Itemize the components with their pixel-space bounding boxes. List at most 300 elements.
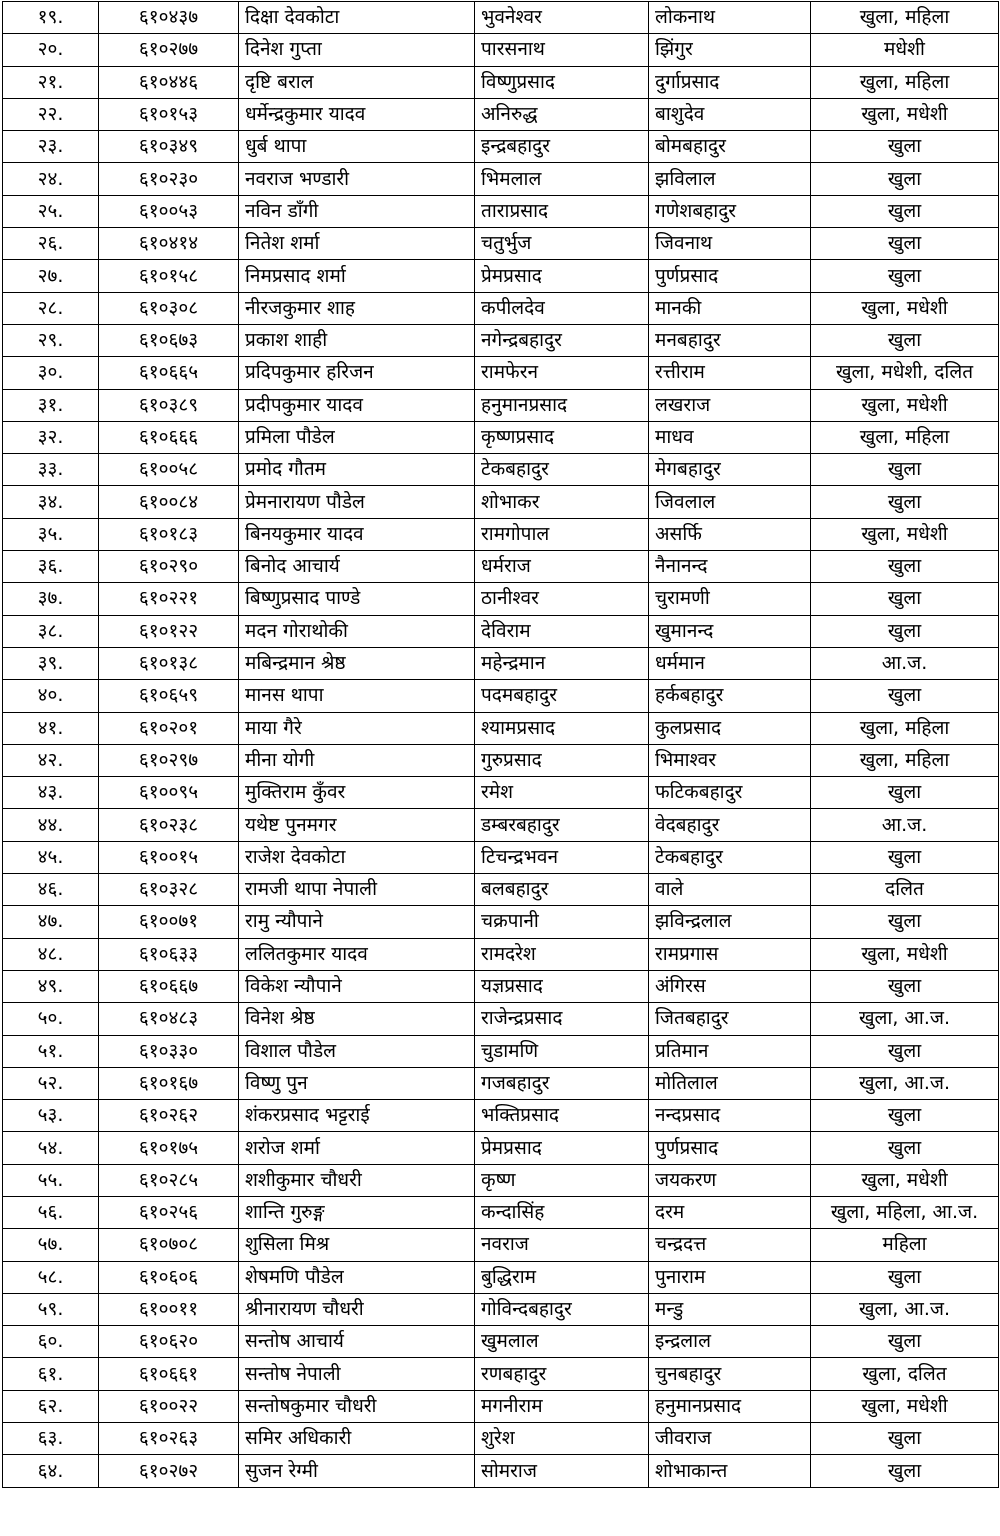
table-row <box>3 777 999 809</box>
grandfather-name-cell: लखराज <box>649 389 811 421</box>
grandfather-name-cell: वाले <box>649 874 811 906</box>
father-name-cell: अनिरुद्ध <box>475 98 649 130</box>
category-cell: आ.ज. <box>811 809 999 841</box>
serial-number-cell: ६३. <box>3 1423 99 1455</box>
father-name-cell: कन्दासिंह <box>475 1196 649 1228</box>
father-name-cell: भिमलाल <box>475 163 649 195</box>
category-cell: खुला <box>811 324 999 356</box>
category-cell: महिला <box>811 1229 999 1261</box>
father-name-cell: टेकबहादुर <box>475 454 649 486</box>
serial-number-cell: ६४. <box>3 1455 99 1487</box>
category-cell: खुला, मधेशी <box>811 938 999 970</box>
serial-number-cell: ३८. <box>3 615 99 647</box>
father-name-cell: श्यामप्रसाद <box>475 712 649 744</box>
grandfather-name-cell: रत्तीराम <box>649 357 811 389</box>
category-cell: खुला <box>811 841 999 873</box>
table-row <box>3 874 999 906</box>
candidate-name-cell: धर्मेन्द्रकुमार यादव <box>239 98 475 130</box>
father-name-cell: कृष्णप्रसाद <box>475 421 649 453</box>
roll-number-cell: ६१०१६७ <box>99 1067 239 1099</box>
roll-number-cell: ६१०६६५ <box>99 357 239 389</box>
roll-number-cell: ६१०६०६ <box>99 1261 239 1293</box>
serial-number-cell: ५८. <box>3 1261 99 1293</box>
roll-number-cell: ६१०२३० <box>99 163 239 195</box>
grandfather-name-cell: शोभाकान्त <box>649 1455 811 1487</box>
serial-number-cell: ४८. <box>3 938 99 970</box>
grandfather-name-cell: मन्डु <box>649 1293 811 1325</box>
father-name-cell: राजेन्द्रप्रसाद <box>475 1003 649 1035</box>
father-name-cell: चुडामणि <box>475 1035 649 1067</box>
category-cell: खुला <box>811 1423 999 1455</box>
roll-number-cell: ६१०४१४ <box>99 228 239 260</box>
grandfather-name-cell: वेदबहादुर <box>649 809 811 841</box>
father-name-cell: महेन्द्रमान <box>475 647 649 679</box>
table-row <box>3 66 999 98</box>
serial-number-cell: १९. <box>3 2 99 34</box>
serial-number-cell: ५७. <box>3 1229 99 1261</box>
serial-number-cell: २७. <box>3 260 99 292</box>
roll-number-cell: ६१००९५ <box>99 777 239 809</box>
roll-number-cell: ६१०१३८ <box>99 647 239 679</box>
father-name-cell: रमेश <box>475 777 649 809</box>
category-cell: खुला <box>811 1100 999 1132</box>
roll-number-cell: ६१०४३७ <box>99 2 239 34</box>
roll-number-cell: ६१०४४६ <box>99 66 239 98</box>
category-cell: आ.ज. <box>811 647 999 679</box>
father-name-cell: प्रेमप्रसाद <box>475 260 649 292</box>
serial-number-cell: २८. <box>3 292 99 324</box>
candidate-name-cell: दृष्टि बराल <box>239 66 475 98</box>
category-cell: खुला <box>811 615 999 647</box>
father-name-cell: हनुमानप्रसाद <box>475 389 649 421</box>
father-name-cell: रणबहादुर <box>475 1358 649 1390</box>
table-row <box>3 1326 999 1358</box>
table-row <box>3 615 999 647</box>
roll-number-cell: ६१०१८३ <box>99 518 239 550</box>
grandfather-name-cell: मेगबहादुर <box>649 454 811 486</box>
father-name-cell: ठानीश्वर <box>475 583 649 615</box>
father-name-cell: टिचन्द्रभवन <box>475 841 649 873</box>
serial-number-cell: २३. <box>3 131 99 163</box>
serial-number-cell: ३१. <box>3 389 99 421</box>
table-row <box>3 712 999 744</box>
serial-number-cell: ४४. <box>3 809 99 841</box>
father-name-cell: शुरेश <box>475 1423 649 1455</box>
grandfather-name-cell: नैनानन्द <box>649 551 811 583</box>
category-cell: खुला, मधेशी <box>811 389 999 421</box>
candidate-name-cell: प्रदिपकुमार हरिजन <box>239 357 475 389</box>
candidate-name-cell: नविन डाँगी <box>239 195 475 227</box>
serial-number-cell: २९. <box>3 324 99 356</box>
roll-number-cell: ६१०१७५ <box>99 1132 239 1164</box>
roll-number-cell: ६१०२३८ <box>99 809 239 841</box>
grandfather-name-cell: जिवलाल <box>649 486 811 518</box>
roll-number-cell: ६१०३३० <box>99 1035 239 1067</box>
serial-number-cell: ५९. <box>3 1293 99 1325</box>
candidate-name-cell: बिनोद आचार्य <box>239 551 475 583</box>
roll-number-cell: ६१००११ <box>99 1293 239 1325</box>
father-name-cell: यज्ञप्रसाद <box>475 970 649 1002</box>
roll-number-cell: ६१०६६६ <box>99 421 239 453</box>
candidate-name-cell: मदन गोराथोकी <box>239 615 475 647</box>
candidate-name-cell: विशाल पौडेल <box>239 1035 475 1067</box>
father-name-cell: नगेन्द्रबहादुर <box>475 324 649 356</box>
category-cell: खुला, महिला <box>811 66 999 98</box>
table-row <box>3 389 999 421</box>
grandfather-name-cell: प्रतिमान <box>649 1035 811 1067</box>
father-name-cell: मगनीराम <box>475 1390 649 1422</box>
roll-number-cell: ६१०२५६ <box>99 1196 239 1228</box>
candidate-name-cell: सन्तोष नेपाली <box>239 1358 475 1390</box>
table-row <box>3 906 999 938</box>
table-row <box>3 938 999 970</box>
father-name-cell: इन्द्रबहादुर <box>475 131 649 163</box>
category-cell: खुला <box>811 195 999 227</box>
roll-number-cell: ६१०६७३ <box>99 324 239 356</box>
category-cell: खुला <box>811 777 999 809</box>
category-cell: खुला, महिला <box>811 421 999 453</box>
candidate-name-cell: मानस थापा <box>239 680 475 712</box>
serial-number-cell: २६. <box>3 228 99 260</box>
roll-number-cell: ६१०६३३ <box>99 938 239 970</box>
serial-number-cell: ६०. <box>3 1326 99 1358</box>
table-row <box>3 1132 999 1164</box>
serial-number-cell: ५०. <box>3 1003 99 1035</box>
roll-number-cell: ६१०४८३ <box>99 1003 239 1035</box>
category-cell: खुला, आ.ज. <box>811 1067 999 1099</box>
candidate-name-cell: नीरजकुमार शाह <box>239 292 475 324</box>
table-row <box>3 260 999 292</box>
roll-number-cell: ६१०२७७ <box>99 34 239 66</box>
table-row <box>3 518 999 550</box>
candidate-name-cell: शंकरप्रसाद भट्टराई <box>239 1100 475 1132</box>
serial-number-cell: ४९. <box>3 970 99 1002</box>
roll-number-cell: ६१००२२ <box>99 1390 239 1422</box>
table-row <box>3 2 999 34</box>
candidate-name-cell: नितेश शर्मा <box>239 228 475 260</box>
table-row <box>3 841 999 873</box>
category-cell: खुला, आ.ज. <box>811 1293 999 1325</box>
category-cell: खुला, महिला <box>811 744 999 776</box>
category-cell: खुला, मधेशी <box>811 1164 999 1196</box>
father-name-cell: चतुर्भुज <box>475 228 649 260</box>
roll-number-cell: ६१०३४९ <box>99 131 239 163</box>
father-name-cell: देविराम <box>475 615 649 647</box>
roll-number-cell: ६१०६६१ <box>99 1358 239 1390</box>
father-name-cell: प्रेमप्रसाद <box>475 1132 649 1164</box>
candidate-name-cell: शरोज शर्मा <box>239 1132 475 1164</box>
table-row <box>3 583 999 615</box>
serial-number-cell: ३५. <box>3 518 99 550</box>
father-name-cell: गुरुप्रसाद <box>475 744 649 776</box>
grandfather-name-cell: हर्कबहादुर <box>649 680 811 712</box>
table-row <box>3 1455 999 1487</box>
results-table <box>2 1 999 1488</box>
candidate-name-cell: मबिन्द्रमान श्रेष्ठ <box>239 647 475 679</box>
category-cell: खुला <box>811 906 999 938</box>
father-name-cell: भुवनेश्वर <box>475 2 649 34</box>
serial-number-cell: ५३. <box>3 1100 99 1132</box>
roll-number-cell: ६१०१२२ <box>99 615 239 647</box>
category-cell: खुला <box>811 486 999 518</box>
serial-number-cell: २०. <box>3 34 99 66</box>
roll-number-cell: ६१०३२८ <box>99 874 239 906</box>
roll-number-cell: ६१०३८९ <box>99 389 239 421</box>
serial-number-cell: ५५. <box>3 1164 99 1196</box>
category-cell: खुला, मधेशी <box>811 518 999 550</box>
father-name-cell: डम्बरबहादुर <box>475 809 649 841</box>
father-name-cell: गोविन्दबहादुर <box>475 1293 649 1325</box>
grandfather-name-cell: झविन्द्रलाल <box>649 906 811 938</box>
roll-number-cell: ६१०२८५ <box>99 1164 239 1196</box>
father-name-cell: रामगोपाल <box>475 518 649 550</box>
father-name-cell: विष्णुप्रसाद <box>475 66 649 98</box>
candidate-name-cell: शुसिला मिश्र <box>239 1229 475 1261</box>
table-row <box>3 131 999 163</box>
category-cell: खुला <box>811 163 999 195</box>
category-cell: खुला, मधेशी <box>811 292 999 324</box>
candidate-name-cell: बिष्णुप्रसाद पाण्डे <box>239 583 475 615</box>
serial-number-cell: ३४. <box>3 486 99 518</box>
father-name-cell: खुमलाल <box>475 1326 649 1358</box>
roll-number-cell: ६१००५८ <box>99 454 239 486</box>
table-row <box>3 551 999 583</box>
table-row <box>3 98 999 130</box>
grandfather-name-cell: पुनाराम <box>649 1261 811 1293</box>
category-cell: खुला <box>811 260 999 292</box>
father-name-cell: पदमबहादुर <box>475 680 649 712</box>
category-cell: खुला, मधेशी <box>811 98 999 130</box>
father-name-cell: भक्तिप्रसाद <box>475 1100 649 1132</box>
category-cell: मधेशी <box>811 34 999 66</box>
father-name-cell: गजबहादुर <box>475 1067 649 1099</box>
grandfather-name-cell: दरम <box>649 1196 811 1228</box>
table-row <box>3 1100 999 1132</box>
table-row <box>3 34 999 66</box>
candidate-name-cell: नवराज भण्डारी <box>239 163 475 195</box>
category-cell: खुला, मधेशी <box>811 1390 999 1422</box>
roll-number-cell: ६१०६६७ <box>99 970 239 1002</box>
grandfather-name-cell: जितबहादुर <box>649 1003 811 1035</box>
candidate-name-cell: माया गैरे <box>239 712 475 744</box>
grandfather-name-cell: मनबहादुर <box>649 324 811 356</box>
roll-number-cell: ६१०२०१ <box>99 712 239 744</box>
father-name-cell: रामफेरन <box>475 357 649 389</box>
roll-number-cell: ६१०६२० <box>99 1326 239 1358</box>
father-name-cell: कपीलदेव <box>475 292 649 324</box>
grandfather-name-cell: फटिकबहादुर <box>649 777 811 809</box>
serial-number-cell: ४७. <box>3 906 99 938</box>
grandfather-name-cell: चन्द्रदत्त <box>649 1229 811 1261</box>
candidate-name-cell: श्रीनारायण चौधरी <box>239 1293 475 1325</box>
father-name-cell: सोमराज <box>475 1455 649 1487</box>
candidate-name-cell: यथेष्ट पुनमगर <box>239 809 475 841</box>
serial-number-cell: ३३. <box>3 454 99 486</box>
category-cell: खुला <box>811 1261 999 1293</box>
serial-number-cell: ३९. <box>3 647 99 679</box>
category-cell: खुला <box>811 454 999 486</box>
serial-number-cell: २१. <box>3 66 99 98</box>
roll-number-cell: ६१०६५९ <box>99 680 239 712</box>
category-cell: खुला <box>811 1132 999 1164</box>
table-row <box>3 324 999 356</box>
candidate-name-cell: समिर अधिकारी <box>239 1423 475 1455</box>
roll-number-cell: ६१०२२१ <box>99 583 239 615</box>
category-cell: खुला, महिला <box>811 2 999 34</box>
candidate-name-cell: प्रमिला पौडेल <box>239 421 475 453</box>
candidate-name-cell: प्रदीपकुमार यादव <box>239 389 475 421</box>
serial-number-cell: ४५. <box>3 841 99 873</box>
serial-number-cell: ५२. <box>3 1067 99 1099</box>
table-row <box>3 1067 999 1099</box>
table-row <box>3 1229 999 1261</box>
candidate-name-cell: धुर्ब थापा <box>239 131 475 163</box>
candidate-name-cell: दिक्षा देवकोटा <box>239 2 475 34</box>
serial-number-cell: २४. <box>3 163 99 195</box>
candidate-name-cell: रामजी थापा नेपाली <box>239 874 475 906</box>
roll-number-cell: ६१००८४ <box>99 486 239 518</box>
candidate-name-cell: विकेश न्यौपाने <box>239 970 475 1002</box>
table-row <box>3 647 999 679</box>
results-table-body <box>3 2 999 1488</box>
table-row <box>3 1390 999 1422</box>
grandfather-name-cell: माधव <box>649 421 811 453</box>
father-name-cell: चक्रपानी <box>475 906 649 938</box>
table-row <box>3 1423 999 1455</box>
serial-number-cell: ४६. <box>3 874 99 906</box>
candidate-name-cell: सन्तोष आचार्य <box>239 1326 475 1358</box>
category-cell: खुला <box>811 583 999 615</box>
grandfather-name-cell: बाशुदेव <box>649 98 811 130</box>
serial-number-cell: ५४. <box>3 1132 99 1164</box>
serial-number-cell: ६१. <box>3 1358 99 1390</box>
category-cell: खुला <box>811 680 999 712</box>
grandfather-name-cell: गणेशबहादुर <box>649 195 811 227</box>
grandfather-name-cell: कुलप्रसाद <box>649 712 811 744</box>
table-row <box>3 292 999 324</box>
roll-number-cell: ६१०३०८ <box>99 292 239 324</box>
father-name-cell: नवराज <box>475 1229 649 1261</box>
table-row <box>3 357 999 389</box>
grandfather-name-cell: दुर्गाप्रसाद <box>649 66 811 98</box>
grandfather-name-cell: झविलाल <box>649 163 811 195</box>
grandfather-name-cell: झिंगुर <box>649 34 811 66</box>
table-row <box>3 970 999 1002</box>
category-cell: खुला <box>811 228 999 260</box>
roll-number-cell: ६१०२७२ <box>99 1455 239 1487</box>
category-cell: खुला, मधेशी, दलित <box>811 357 999 389</box>
candidate-name-cell: शान्ति गुरुङ्ग <box>239 1196 475 1228</box>
table-row <box>3 486 999 518</box>
candidate-name-cell: शशीकुमार चौधरी <box>239 1164 475 1196</box>
serial-number-cell: ५६. <box>3 1196 99 1228</box>
grandfather-name-cell: हनुमानप्रसाद <box>649 1390 811 1422</box>
roll-number-cell: ६१००१५ <box>99 841 239 873</box>
grandfather-name-cell: चुरामणी <box>649 583 811 615</box>
father-name-cell: बलबहादुर <box>475 874 649 906</box>
candidate-name-cell: मुक्तिराम कुँवर <box>239 777 475 809</box>
serial-number-cell: २२. <box>3 98 99 130</box>
grandfather-name-cell: इन्द्रलाल <box>649 1326 811 1358</box>
candidate-name-cell: निमप्रसाद शर्मा <box>239 260 475 292</box>
grandfather-name-cell: खुमानन्द <box>649 615 811 647</box>
father-name-cell: रामदरेश <box>475 938 649 970</box>
grandfather-name-cell: मानकी <box>649 292 811 324</box>
table-row <box>3 1196 999 1228</box>
serial-number-cell: ४१. <box>3 712 99 744</box>
category-cell: खुला <box>811 1035 999 1067</box>
serial-number-cell: ३६. <box>3 551 99 583</box>
roll-number-cell: ६१०२९० <box>99 551 239 583</box>
father-name-cell: धर्मराज <box>475 551 649 583</box>
grandfather-name-cell: पुर्णप्रसाद <box>649 260 811 292</box>
serial-number-cell: ३०. <box>3 357 99 389</box>
father-name-cell: बुद्धिराम <box>475 1261 649 1293</box>
category-cell: खुला, दलित <box>811 1358 999 1390</box>
candidate-name-cell: बिनयकुमार यादव <box>239 518 475 550</box>
roll-number-cell: ६१०१५३ <box>99 98 239 130</box>
candidate-name-cell: सुजन रेग्मी <box>239 1455 475 1487</box>
candidate-name-cell: प्रेमनारायण पौडेल <box>239 486 475 518</box>
table-row <box>3 1293 999 1325</box>
roll-number-cell: ६१०२६३ <box>99 1423 239 1455</box>
table-row <box>3 1358 999 1390</box>
father-name-cell: कृष्ण <box>475 1164 649 1196</box>
roll-number-cell: ६१००५३ <box>99 195 239 227</box>
candidate-name-cell: सन्तोषकुमार चौधरी <box>239 1390 475 1422</box>
category-cell: खुला <box>811 1326 999 1358</box>
grandfather-name-cell: रामप्रगास <box>649 938 811 970</box>
grandfather-name-cell: लोकनाथ <box>649 2 811 34</box>
table-row <box>3 1003 999 1035</box>
table-row <box>3 163 999 195</box>
grandfather-name-cell: बोमबहादुर <box>649 131 811 163</box>
grandfather-name-cell: पुर्णप्रसाद <box>649 1132 811 1164</box>
father-name-cell: पारसनाथ <box>475 34 649 66</box>
candidate-name-cell: मीना योगी <box>239 744 475 776</box>
roll-number-cell: ६१००७१ <box>99 906 239 938</box>
father-name-cell: शोभाकर <box>475 486 649 518</box>
category-cell: खुला <box>811 1455 999 1487</box>
category-cell: खुला <box>811 970 999 1002</box>
category-cell: खुला, आ.ज. <box>811 1003 999 1035</box>
grandfather-name-cell: नन्दप्रसाद <box>649 1100 811 1132</box>
category-cell: खुला, महिला <box>811 712 999 744</box>
category-cell: खुला <box>811 551 999 583</box>
candidate-name-cell: रामु न्यौपाने <box>239 906 475 938</box>
grandfather-name-cell: भिमाश्वर <box>649 744 811 776</box>
serial-number-cell: ३२. <box>3 421 99 453</box>
table-row <box>3 1164 999 1196</box>
roll-number-cell: ६१०२६२ <box>99 1100 239 1132</box>
category-cell: खुला, महिला, आ.ज. <box>811 1196 999 1228</box>
candidate-name-cell: शेषमणि पौडेल <box>239 1261 475 1293</box>
grandfather-name-cell: जीवराज <box>649 1423 811 1455</box>
table-row <box>3 228 999 260</box>
grandfather-name-cell: धर्ममान <box>649 647 811 679</box>
serial-number-cell: २५. <box>3 195 99 227</box>
roll-number-cell: ६१०२९७ <box>99 744 239 776</box>
serial-number-cell: ४३. <box>3 777 99 809</box>
table-row <box>3 195 999 227</box>
table-row <box>3 680 999 712</box>
serial-number-cell: ४०. <box>3 680 99 712</box>
serial-number-cell: ६२. <box>3 1390 99 1422</box>
serial-number-cell: ४२. <box>3 744 99 776</box>
table-row <box>3 744 999 776</box>
grandfather-name-cell: असर्फि <box>649 518 811 550</box>
candidate-name-cell: प्रमोद गौतम <box>239 454 475 486</box>
